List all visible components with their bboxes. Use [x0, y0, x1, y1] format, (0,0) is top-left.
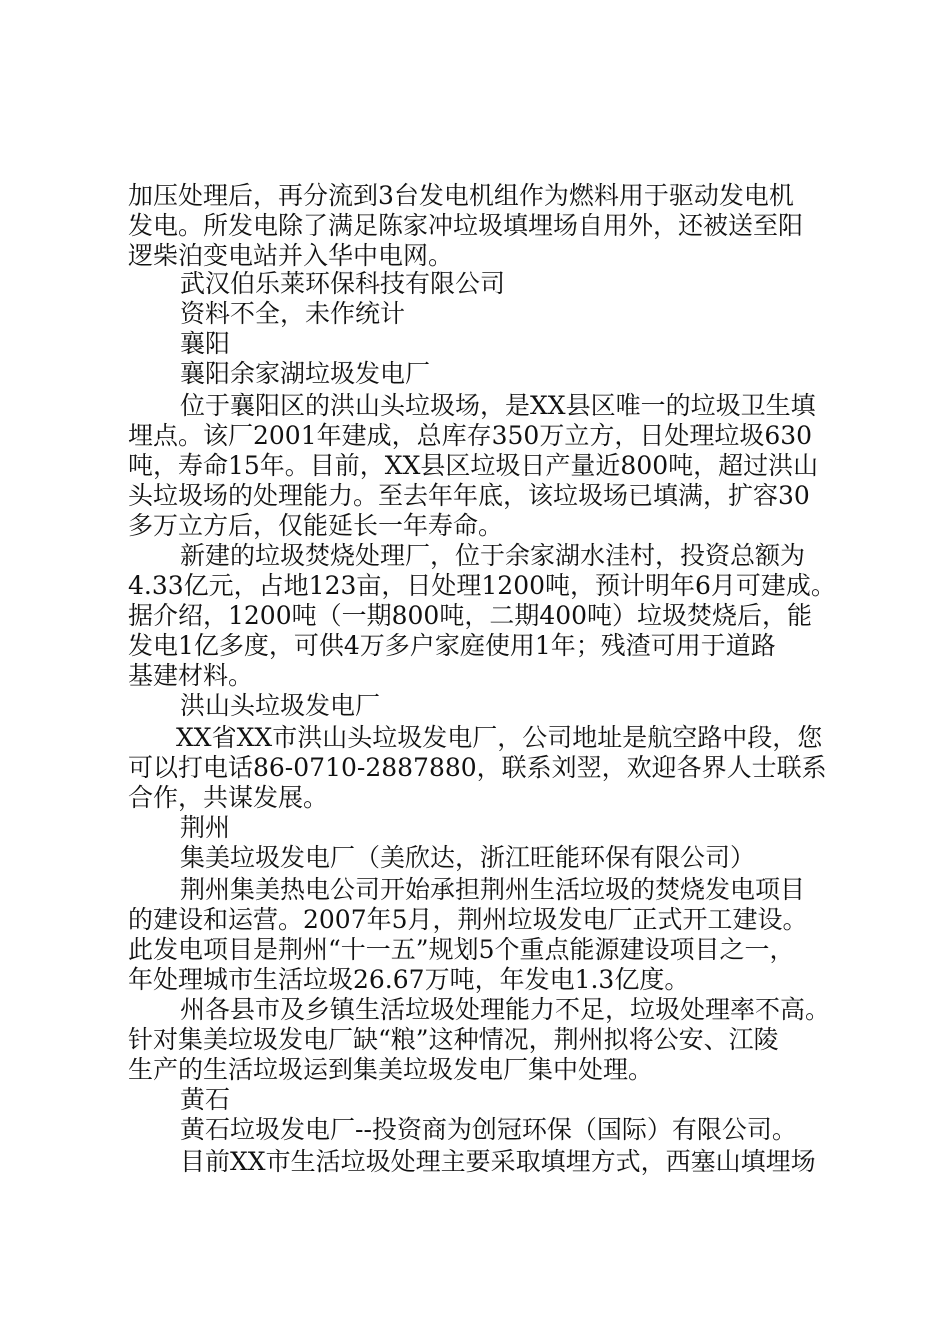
plant-heading: 黄石垃圾发电厂--投资商为创冠环保（国际）有限公司。 [180, 1115, 797, 1144]
paragraph-line: 此发电项目是荆州“十一五”规划5个重点能源建设项目之一， [128, 935, 795, 964]
paragraph-line: 逻柴泊变电站并入华中电网。 [128, 241, 454, 270]
plant-heading: 集美垃圾发电厂（美欣达，浙江旺能环保有限公司） [180, 843, 756, 872]
city-heading: 襄阳 [180, 329, 231, 358]
paragraph-line: 发电1亿多度，可供4万多户家庭使用1年；残渣可用于道路 [128, 631, 776, 660]
paragraph-line: 可以打电话86-0710-2887880，联系刘翌，欢迎各界人士联系 [128, 753, 827, 782]
company-heading: 武汉伯乐莱环保科技有限公司 [180, 269, 506, 298]
paragraph-line: 据介绍，1200吨（一期800吨，二期400吨）垃圾焚烧后，能 [128, 601, 813, 630]
paragraph-line: 位于襄阳区的洪山头垃圾场，是XX县区唯一的垃圾卫生填 [180, 391, 816, 420]
paragraph-line: 荆州集美热电公司开始承担荆州生活垃圾的焚烧发电项目 [180, 875, 806, 904]
paragraph-line: 加压处理后，再分流到3台发电机组作为燃料用于驱动发电机 [128, 181, 794, 210]
paragraph-line: 针对集美垃圾发电厂缺“粮”这种情况，荆州拟将公安、江陵 [128, 1025, 779, 1054]
city-heading: 荆州 [180, 813, 231, 842]
paragraph-line: 埋点。该厂2001年建成，总库存350万立方，日处理垃圾630 [128, 421, 813, 450]
paragraph-line: XX省XX市洪山头垃圾发电厂，公司地址是航空路中段，您 [176, 723, 823, 752]
plant-heading: 襄阳余家湖垃圾发电厂 [180, 359, 431, 388]
paragraph-line: 吨，寿命15年。目前，XX县区垃圾日产量近800吨，超过洪山 [128, 451, 819, 480]
paragraph-line: 的建设和运营。2007年5月，荆州垃圾发电厂正式开工建设。 [128, 905, 808, 934]
plant-heading: 洪山头垃圾发电厂 [180, 691, 381, 720]
paragraph-line: 州各县市及乡镇生活垃圾处理能力不足，垃圾处理率不高。 [180, 995, 831, 1024]
paragraph-line: 新建的垃圾焚烧处理厂，位于余家湖水洼村，投资总额为 [180, 541, 806, 570]
paragraph-line: 资料不全，未作统计 [180, 299, 406, 328]
paragraph-line: 头垃圾场的处理能力。至去年年底，该垃圾场已填满，扩容30 [128, 481, 810, 510]
city-heading: 黄石 [180, 1085, 231, 1114]
paragraph-line: 合作，共谋发展。 [128, 783, 329, 812]
paragraph-line: 4.33亿元，占地123亩，日处理1200吨，预计明年6月可建成。 [128, 571, 836, 600]
paragraph-line: 发电。所发电除了满足陈家冲垃圾填埋场自用外，还被送至阳 [128, 211, 804, 240]
paragraph-line: 年处理城市生活垃圾26.67万吨，年发电1.3亿度。 [128, 965, 690, 994]
paragraph-line: 基建材料。 [128, 661, 254, 690]
paragraph-line: 生产的生活垃圾运到集美垃圾发电厂集中处理。 [128, 1055, 654, 1084]
paragraph-line: 目前XX市生活垃圾处理主要采取填埋方式，西塞山填埋场 [180, 1147, 816, 1176]
paragraph-line: 多万立方后，仅能延长一年寿命。 [128, 511, 504, 540]
